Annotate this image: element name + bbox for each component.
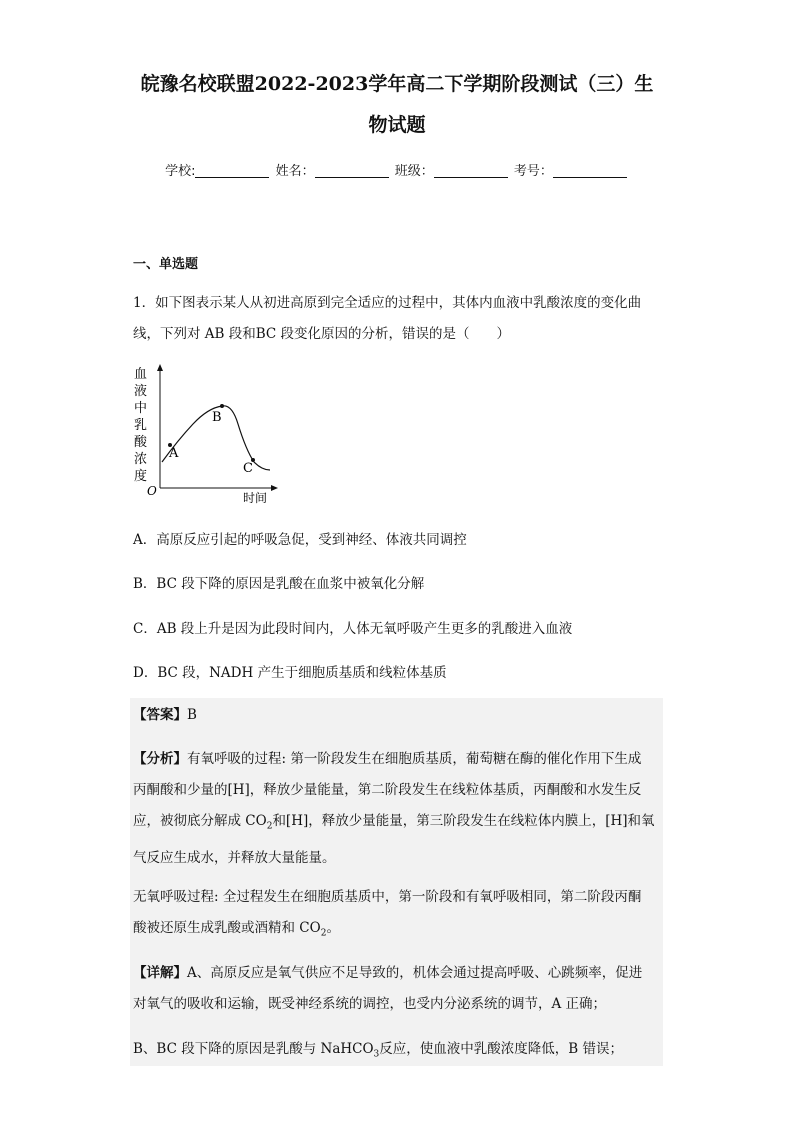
- y-label-char: 度: [134, 469, 148, 484]
- anaerobic-line2b: 。: [326, 920, 340, 936]
- question-stem-line2: 线，下列对 AB 段和BC 段变化原因的分析，错误的是（ ）: [133, 326, 511, 342]
- detail-b-paragraph: [133, 1034, 661, 1071]
- question-number: 1．: [133, 295, 156, 311]
- school-label: 学校:: [165, 164, 196, 179]
- question-stem: [133, 288, 663, 350]
- answer-value: B: [187, 707, 197, 723]
- exam-number-blank[interactable]: [553, 163, 627, 178]
- lactic-acid-curve-figure: [128, 362, 288, 512]
- subscript-2: 2: [320, 928, 327, 939]
- name-blank[interactable]: [315, 163, 389, 178]
- y-axis-label: [134, 367, 148, 484]
- answer-label: 【答案】: [133, 707, 187, 723]
- question-stem-line1: 如下图表示某人从初进高原到完全适应的过程中，其体内血液中乳酸浓度的变化曲: [155, 295, 642, 311]
- section-heading: 一、单选题: [133, 257, 199, 272]
- school-blank[interactable]: [195, 163, 269, 178]
- exam-title-line1: 皖豫名校联盟2022-2023学年高二下学期阶段测试（三）生: [140, 73, 654, 95]
- student-info-fields: [0, 160, 794, 179]
- anaerobic-line2a: 酸被还原生成乳酸或酒精和 CO: [133, 920, 321, 936]
- point-b-marker: [220, 404, 224, 408]
- y-label-char: 血: [134, 367, 148, 382]
- y-label-char: 浓: [134, 452, 148, 467]
- anaerobic-line1: 无氧呼吸过程: 全过程发生在细胞质基质中，第一阶段和有氧呼吸相同，第二阶段丙酮: [133, 889, 642, 905]
- detail-paragraph: [133, 958, 661, 1020]
- name-label: 姓名：: [275, 164, 315, 179]
- y-label-char: 液: [134, 384, 148, 399]
- option-b[interactable]: B．BC 段下降的原因是乳酸在血浆中被氧化分解: [133, 576, 425, 592]
- option-d[interactable]: D．BC 段，NADH 产生于细胞质基质和线粒体基质: [133, 665, 447, 681]
- answer-line: [133, 700, 661, 731]
- x-axis-arrow: [271, 485, 278, 491]
- detail-line3a: B、BC 段下降的原因是乳酸与 NaHCO: [133, 1041, 374, 1057]
- exam-number-label: 考号：: [513, 164, 553, 179]
- y-axis-arrow: [157, 364, 163, 371]
- y-label-char: 乳: [134, 418, 148, 433]
- analysis-line1: 有氧呼吸的过程: 第一阶段发生在细胞质基质，葡萄糖在酶的催化作用下生成: [187, 751, 642, 767]
- analysis-paragraph: [133, 744, 661, 874]
- y-label-char: 中: [134, 401, 148, 416]
- y-label-char: 酸: [134, 435, 148, 450]
- analysis-line3b: 和[H]，释放少量能量，第三阶段发生在线粒体内膜上，[H]和氧: [272, 813, 655, 829]
- analysis-line2: 丙酮酸和少量的[H]，释放少量能量，第二阶段发生在线粒体基质，丙酮酸和水发生反: [133, 782, 642, 798]
- class-blank[interactable]: [434, 163, 508, 178]
- option-c[interactable]: C．AB 段上升是因为此段时间内，人体无氧呼吸产生更多的乳酸进入血液: [133, 621, 573, 637]
- analysis-label: 【分析】: [133, 751, 187, 767]
- anaerobic-paragraph: [133, 882, 661, 950]
- origin-label: O: [147, 484, 157, 498]
- class-label: 班级：: [394, 164, 434, 179]
- detail-label: 【详解】: [133, 965, 187, 981]
- option-a[interactable]: A．高原反应引起的呼吸急促，受到神经、体液共同调控: [133, 532, 467, 548]
- detail-line3b: 反应，使血液中乳酸浓度降低，B 错误；: [379, 1041, 623, 1057]
- subscript-2: 2: [266, 821, 273, 832]
- point-b-label: B: [212, 410, 222, 425]
- exam-title-line2: 物试题: [368, 114, 426, 136]
- point-a-label: A: [169, 446, 179, 461]
- analysis-line4: 气反应生成水，并释放大量能量。: [133, 849, 336, 866]
- detail-line2: 对氧气的吸收和运输，既受神经系统的调控，也受内分泌系统的调节，A 正确；: [133, 996, 607, 1012]
- analysis-line3a: 应，被彻底分解成 CO: [133, 813, 267, 829]
- detail-line1: A、高原反应是氧气供应不足导致的，机体会通过提高呼吸、心跳频率，促进: [187, 965, 643, 981]
- x-axis-label: 时间: [243, 491, 268, 505]
- point-c-label: C: [243, 461, 253, 476]
- subscript-3: 3: [373, 1049, 380, 1060]
